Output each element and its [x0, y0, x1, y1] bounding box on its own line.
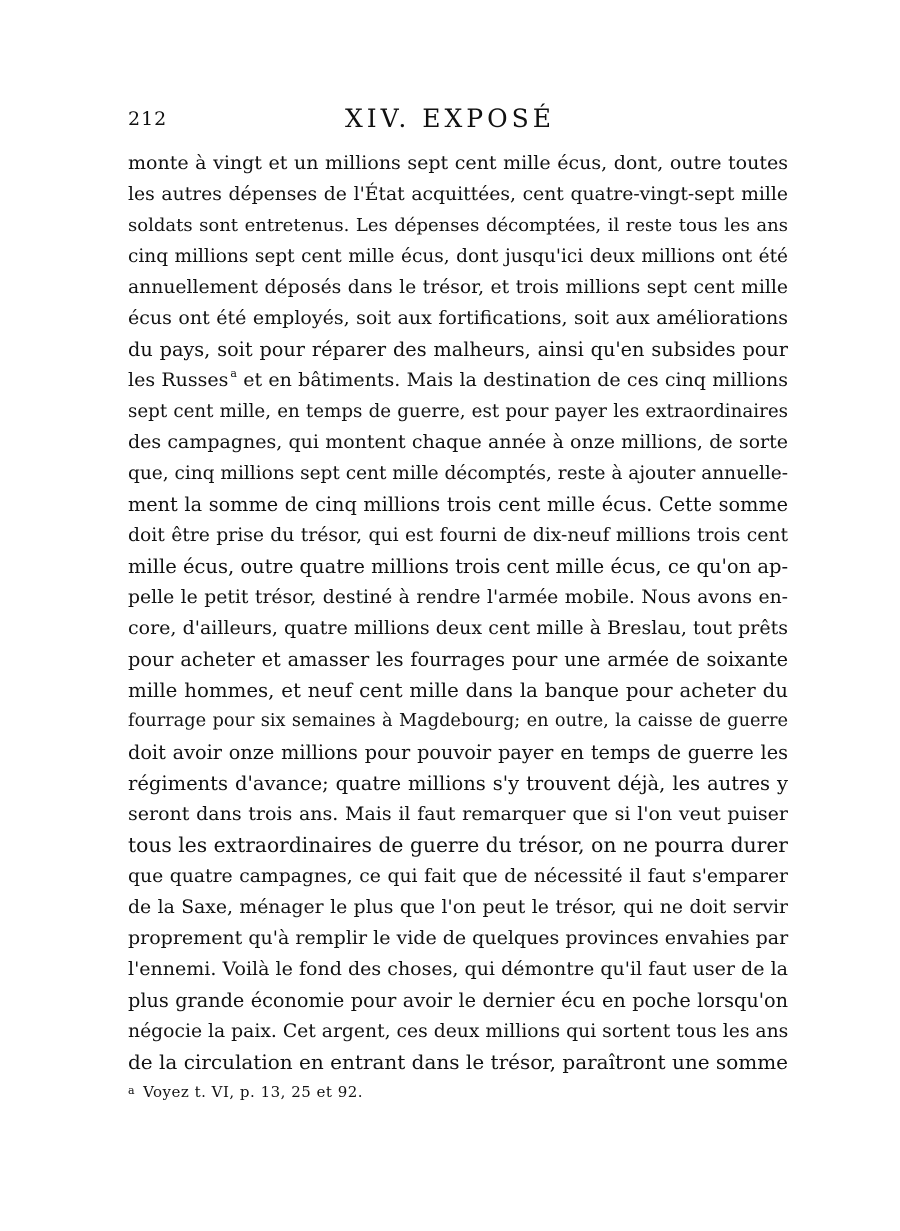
text-line: négocie la paix. Cet argent, ces deux millions qui sortent tous les ans: [128, 1021, 789, 1042]
text-line: que, cinq millions sept cent mille décomptés, reste à ajouter annuelle-: [128, 463, 788, 484]
text-line: l'ennemi. Voilà le fond des choses, qui démontre qu'il faut user de la: [128, 958, 788, 980]
text-line: écus ont été employés, soit aux fortifications, soit aux améliorations: [128, 307, 788, 329]
text-segment: et en bâtiments. Mais la destination de ces cinq millions: [236, 369, 788, 391]
text-line: mille hommes, et neuf cent mille dans la banque pour acheter du: [128, 679, 788, 702]
text-line: fourrage pour six semaines à Magdebourg; en outre, la caisse de guerre: [128, 711, 788, 731]
text-line: cinq millions sept cent mille écus, dont jusqu'ici deux millions ont été: [128, 246, 788, 267]
running-title: XIV. EXPOSÉ: [345, 104, 555, 133]
text-line: ment la somme de cinq millions trois cent mille écus. Cette somme: [128, 493, 788, 516]
text-line: régiments d'avance; quatre millions s'y trouvent déjà, les autres y: [128, 772, 788, 795]
text-line: du pays, soit pour réparer des malheurs, ainsi qu'en subsides pour: [128, 338, 788, 361]
text-line: les autres dépenses de l'État acquittées, cent quatre-vingt-sept mille: [128, 184, 788, 205]
text-line: plus grande économie pour avoir le dernier écu en poche lorsqu'on: [128, 989, 788, 1012]
text-line: pelle le petit trésor, destiné à rendre l'armée mobile. Nous avons en-: [128, 587, 788, 608]
text-line: pour acheter et amasser les fourrages pour une armée de soixante: [128, 648, 788, 671]
page-number: 212: [128, 108, 168, 130]
text-line: proprement qu'à remplir le vide de quelques provinces envahies par: [128, 927, 789, 949]
text-line: doit être prise du trésor, qui est fourni de dix-neuf millions trois cent: [128, 525, 788, 546]
text-line: des campagnes, qui montent chaque année à onze millions, de sorte: [128, 431, 788, 453]
text-line: monte à vingt et un millions sept cent mille écus, dont, outre toutes: [128, 152, 788, 174]
text-line: sept cent mille, en temps de guerre, est pour payer les extraordinaires: [128, 401, 788, 422]
text-line: annuellement déposés dans le trésor, et trois millions sept cent mille: [128, 277, 788, 298]
text-line: de la circulation en entrant dans le trésor, paraîtront une somme: [128, 1050, 788, 1074]
text-line: de la Saxe, ménager le plus que l'on peut le trésor, qui ne doit servir: [128, 897, 788, 918]
text-line: soldats sont entretenus. Les dépenses décomptées, il reste tous les ans: [128, 215, 788, 236]
footnote-reference[interactable]: a: [230, 367, 237, 380]
body-text: [128, 148, 788, 1078]
text-line-with-footnote-ref: [128, 365, 788, 396]
footnote: [128, 1083, 363, 1101]
footnote-marker: a: [128, 1084, 136, 1097]
text-line: seront dans trois ans. Mais il faut remarquer que si l'on veut puiser: [128, 803, 788, 825]
text-line: tous les extraordinaires de guerre du trésor, on ne pourra durer: [128, 833, 788, 857]
text-line: core, d'ailleurs, quatre millions deux cent mille à Breslau, tout prêts: [128, 617, 788, 639]
text-segment: les Russes: [128, 369, 229, 391]
footnote-text: Voyez t. VI, p. 13, 25 et 92.: [143, 1083, 364, 1101]
text-line: que quatre campagnes, ce qui fait que de nécessité il faut s'emparer: [128, 866, 788, 887]
text-line: doit avoir onze millions pour pouvoir payer en temps de guerre les: [128, 741, 788, 764]
text-line: mille écus, outre quatre millions trois cent mille écus, ce qu'on ap-: [128, 555, 789, 578]
